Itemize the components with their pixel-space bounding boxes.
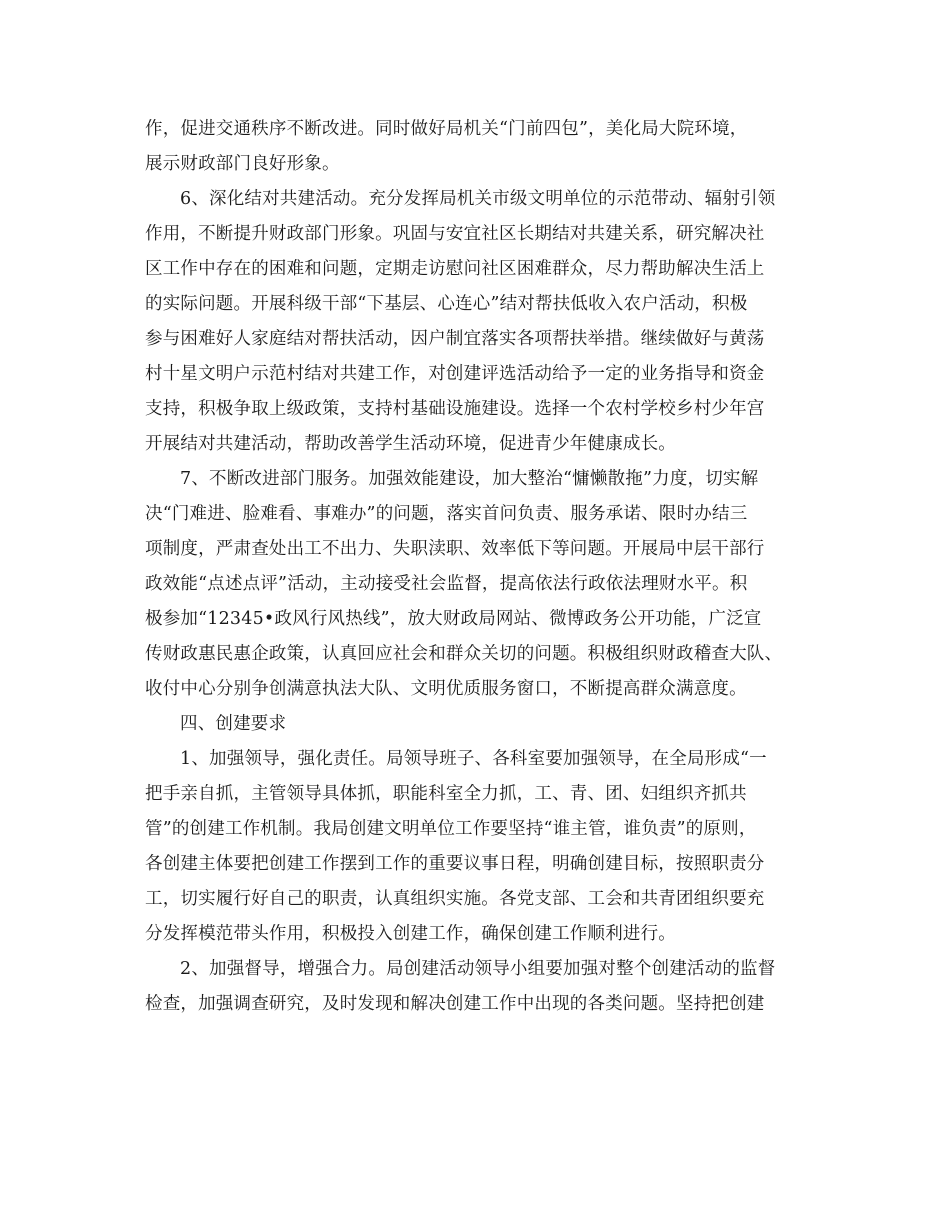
text-line: 四、创建要求	[180, 714, 287, 734]
text-line: 开展结对共建活动，帮助改善学生活动环境，促进青少年健康成长。	[145, 434, 676, 454]
text-line: 工，切实履行好自己的职责，认真组织实施。各党支部、工会和共青团组织要充	[145, 889, 765, 909]
text-line: 作，促进交通秩序不断改进。同时做好局机关“门前四包”，美化局大院环境，	[145, 119, 748, 139]
text-line: 的实际问题。开展科级干部“下基层、心连心”结对帮扶低收入农户活动，积极	[145, 294, 748, 314]
text-line: 把手亲自抓，主管领导具体抓，职能科室全力抓，工、青、团、妇组织齐抓共	[145, 784, 747, 804]
text-line: 支持，积极争取上级政策，支持村基础设施建设。选择一个农村学校乡村少年宫	[145, 399, 765, 419]
text-line: 6、深化结对共建活动。充分发挥局机关市级文明单位的示范带动、辐射引领	[180, 189, 776, 209]
text-line: 收付中心分别争创满意执法大队、文明优质服务窗口，不断提高群众满意度。	[145, 679, 747, 699]
text-line: 管”的创建工作机制。我局创建文明单位工作要坚持“谁主管，谁负责”的原则，	[145, 819, 757, 839]
text-line: 参与困难好人家庭结对帮扶活动，因户制宜落实各项帮扶举措。继续做好与黄荡	[145, 329, 765, 349]
text-line: 项制度，严肃查处出工不出力、失职渎职、效率低下等问题。开展局中层干部行	[145, 539, 765, 559]
text-line: 2、加强督导，增强合力。局创建活动领导小组要加强对整个创建活动的监督	[180, 959, 776, 979]
text-line: 各创建主体要把创建工作摆到工作的重要议事日程，明确创建目标，按照职责分	[145, 854, 765, 874]
text-line: 决“门难进、脸难看、事难办”的问题，落实首问负责、服务承诺、限时办结三	[145, 504, 748, 524]
text-line: 政效能“点述点评”活动，主动接受社会监督，提高依法行政依法理财水平。积	[145, 574, 748, 594]
document-body	[145, 112, 805, 1022]
text-line: 区工作中存在的困难和问题，定期走访慰问社区困难群众，尽力帮助解决生活上	[145, 259, 765, 279]
text-line: 村十星文明户示范村结对共建工作，对创建评选活动给予一定的业务指导和资金	[145, 364, 765, 384]
text-line: 极参加“12345•政风行风热线”，放大财政局网站、微博政务公开功能，广泛宣	[145, 609, 762, 629]
text-line: 7、不断改进部门服务。加强效能建设，加大整治“慵懒散拖”力度，切实解	[180, 469, 759, 489]
text-line: 传财政惠民惠企政策，认真回应社会和群众关切的问题。积极组织财政稽查大队、	[145, 644, 783, 664]
text-line: 展示财政部门良好形象。	[145, 154, 340, 174]
text-line: 作用，不断提升财政部门形象。巩固与安宜社区长期结对共建关系，研究解决社	[145, 224, 765, 244]
text-line: 检查，加强调查研究，及时发现和解决创建工作中出现的各类问题。坚持把创建	[145, 994, 765, 1014]
text-line: 1、加强领导，强化责任。局领导班子、各科室要加强领导，在全局形成“一	[180, 749, 767, 769]
text-line: 分发挥模范带头作用，积极投入创建工作，确保创建工作顺利进行。	[145, 924, 676, 944]
